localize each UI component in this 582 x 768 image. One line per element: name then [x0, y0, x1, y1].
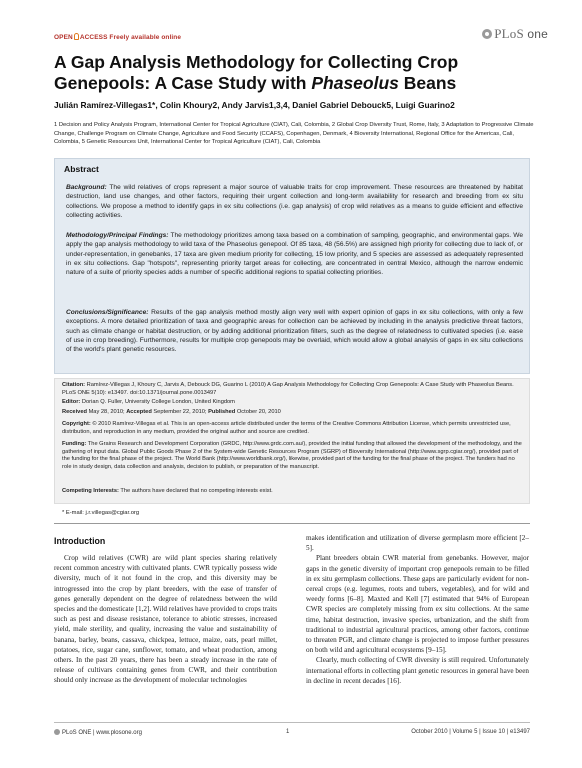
copyright-line [62, 421, 524, 436]
competing-interests-line [62, 488, 524, 496]
competing-text: The authors have declared that no competing interests exist. [118, 488, 273, 494]
plos-footer-icon [54, 729, 60, 735]
copyright-label: Copyright: [62, 421, 91, 427]
methods-label: Methodology/Principal Findings: [66, 232, 169, 239]
journal-logo-one: one [527, 27, 548, 41]
open-access-text: OPEN [54, 34, 73, 41]
abstract-methods [66, 231, 523, 277]
published-label: Published [208, 409, 236, 415]
editor-line [62, 399, 524, 407]
citation-label: Citation: [62, 382, 86, 388]
open-access-rest: ACCESS Freely available online [79, 34, 182, 41]
title-line-2 [54, 73, 554, 94]
left-column [54, 553, 277, 686]
paper-title [54, 52, 554, 94]
footer-issue: October 2010 | Volume 5 | Issue 10 | e13497 [411, 729, 530, 735]
background-label: Background: [66, 184, 107, 191]
dates-line [62, 409, 524, 417]
section-divider [54, 523, 530, 524]
intro-paragraph-1: Crop wild relatives (CWR) are wild plant species sharing relatively recent common ancestry with cultivated plants. CWR typically possess wide diversity, much of it not found in the crop, and this diversity may be introgressed into the crop by plant breeders, with the ease of transfer of genes generally dependent on the degree of relatedness between the wild species and the domesticate [1,2]. Wild relatives have provided to crops traits such as pest and disease resistance, tolerance to abiotic stresses, increased yield, male sterility, and quality, increasing the value and sustainability of banana, barley, beans, cassava, chickpea, lettuce, maize, oats, pearl millet, potatoes, rice, sugar cane, sunflower, tomato, and wheat production, among others. In the past 20 years, there has been a steady increase in the rate of release of cultivars containing genes from CWR, and their contribution should only increase as the development of molecular technologies [54, 554, 277, 685]
open-access-lock-icon [74, 33, 79, 40]
funding-text: The Grains Research and Development Corporation (GRDC, http://www.grdc.com.au/), provided the initial funding that allowed the development of the methodology, and the gathering of input data. Global Public Goods Phase 2 of the System-wide Genetic Resources Program (SGRP) of Bioversity International (http://www.sgrp.cgiar.org/), provided part of the funding for the final phase of the project. The World Bank (http://www.worldbank.org/), likewise, provided part of the funding for the final phase of the project. The funders had no role in study design, data collection and analysis, decision to publish, or preparation of the manuscript. [62, 441, 522, 471]
footer-journal-text: PLoS ONE | www.plosone.org [62, 730, 142, 736]
published-text: October 20, 2010 [235, 409, 281, 415]
conclusions-label: Conclusions/Significance: [66, 309, 149, 316]
footer-divider [54, 722, 530, 723]
conclusions-text: Results of the gap analysis method mostly align very well with expert opinion of gaps in ex situ collections, with only a few exceptions. A more detailed prioritization of taxa and geographic areas for collection can be achieved by including in the analysis predictive threat factors, such as climate change or habitat destruction, or by adding additional prioritization filters, such as the degree of relatedness to cultivated species (i.e. ease of use in crop breeding). Furthermore, results for multiple crop genepools may be overlaid, which would allow a global analysis of gaps in ex situ collections of the world's plant genetic resources. [66, 309, 523, 354]
author-list: Julián Ramírez-Villegas1*, Colin Khoury2, Andy Jarvis1,3,4, Daniel Gabriel Debouck5, Luigi Guarino2 [54, 100, 455, 110]
intro-paragraph-2: Plant breeders obtain CWR material from genebanks. However, major gaps in the genetic diversity of important crop genepools remain to be filled in ex situ germplasm collections. These gaps are particularly evident for non-cereal crops (e.g. legumes, roots and tubers, vegetables), and for wild and weedy forms [6–8]. Maxted and Kell [7] estimated that 94% of European CWR species are completely missing from ex situ collections. At the same time, habitat destruction, invasive species, urbanization, and the shift from traditional to industrial agricultural practices, among other factors, continue to threaten PGR, and climate change is projected to impose further pressures on both wild and agricultural ecosystems [9–15]. [306, 554, 529, 655]
received-label: Received [62, 409, 87, 415]
title-line-1: A Gap Analysis Methodology for Collecting Crop [54, 52, 459, 72]
received-text: May 28, 2010; [86, 409, 127, 415]
abstract-heading: Abstract [64, 164, 99, 174]
corresponding-email[interactable]: * E-mail: j.r.villegas@cgiar.org [62, 510, 140, 516]
citation [62, 382, 524, 397]
title-line-2-start: Genepools: A Case Study with [54, 73, 312, 93]
citation-text: Ramírez-Villegas J, Khoury C, Jarvis A, Debouck DG, Guarino L (2010) A Gap Analysis Methodology for Collecting Crop Genepools: A Case Study with Phaseolus Beans. PLoS ONE 5(10): e13497. doi:10.1371/journal.pone.0013497 [62, 382, 514, 396]
accepted-label: Accepted [126, 409, 152, 415]
affiliations: 1 Decision and Policy Analysis Program, International Center for Tropical Agriculture (CIAT), Cali, Colombia, 2 Global Crop Diversity Trust, Rome, Italy, 3 Adaptation to Progressive Climate Change, Challenge Program on Climate Change, Agriculture and Food Security (CCAFS), Copenhagen, Denmark, 4 Bioversity International, Regional Office for the Americas, Cali, Colombia, 5 Genetic Resources Unit, International Center for Tropical Agriculture (CIAT), Cali, Colombia [54, 122, 534, 146]
open-access-label [54, 33, 181, 41]
intro-paragraph-3: Clearly, much collecting of CWR diversity is still required. Unfortunately international efforts in collecting plant genetic resources in general have been in decline in recent decades [16]. [306, 656, 529, 685]
abstract-conclusions [66, 308, 523, 354]
editor-label: Editor: [62, 399, 81, 405]
journal-logo [482, 26, 548, 42]
accepted-text: September 22, 2010; [151, 409, 209, 415]
editor-text: Dorian Q. Fuller, University College London, United Kingdom [80, 399, 235, 405]
funding-line [62, 441, 524, 472]
journal-logo-text: PLoS [494, 26, 524, 41]
title-italic-genus: Phaseolus [311, 73, 399, 93]
plos-logo-icon [482, 29, 492, 39]
methods-text: The methodology prioritizes among taxa based on a combination of sampling, geographic, and environmental gaps. We apply the gap analysis methodology to wild taxa of the Phaseolus genepool. Of 85 taxa, 48 (56.5%) are assigned high priority for collecting due to lack of, or under-representation, in genebanks, 17 taxa are given medium priority for collecting, 15 low priority, and 5 species are assessed as adequately represented in ex situ collections. Gap "hotspots", representing priority target areas for collecting, are concentrated in central Mexico, although the narrow endemic nature of a suite of priority species adds a number of specific additional regions to spatial collecting priorities. [66, 232, 524, 277]
intro-paragraph-continued: makes identification and utilization of diverse germplasm more efficient [2–5]. [306, 534, 529, 553]
introduction-heading: Introduction [54, 536, 106, 546]
funding-label: Funding: [62, 441, 87, 447]
title-line-2-end: Beans [398, 73, 457, 93]
copyright-text: © 2010 Ramírez-Villegas et al. This is an open-access article distributed under the terms of the Creative Commons Attribution License, which permits unrestricted use, distribution, and reproduction in any medium, provided the original author and source are credited. [62, 421, 511, 435]
abstract-background [66, 183, 523, 220]
background-text: The wild relatives of crops represent a major source of valuable traits for crop improvement. These resources are threatened by habitat destruction, land use changes, and other factors, requiring their urgent collection and long-term availability for research and breeding from ex situ collections. We propose a method to identify gaps in ex situ collections (i.e. gap analysis) of crop wild relatives as a means to guide efficient and effective collecting activities. [66, 184, 523, 219]
footer-journal [54, 729, 142, 736]
right-column [306, 533, 529, 686]
page-number: 1 [286, 729, 290, 735]
competing-label: Competing Interests: [62, 488, 119, 494]
